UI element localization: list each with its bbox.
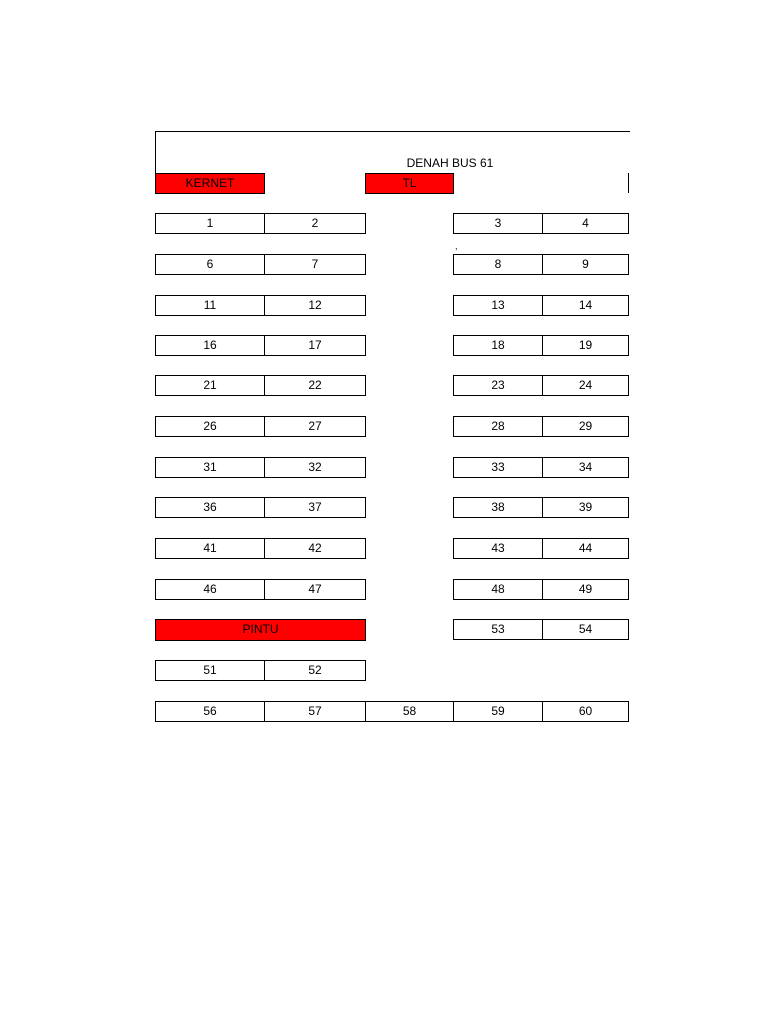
seat-cell: 16 xyxy=(155,335,265,356)
seat-cell: 23 xyxy=(453,375,543,396)
seat-cell: 58 xyxy=(365,701,454,722)
seat-cell: 49 xyxy=(542,579,629,600)
page-title: DENAH BUS 61 xyxy=(406,156,494,170)
frame-top-border xyxy=(155,131,630,132)
seat-cell: 28 xyxy=(453,416,543,437)
seat-cell: 42 xyxy=(264,538,366,559)
seat-cell: 26 xyxy=(155,416,265,437)
tl-label: TL xyxy=(365,173,454,194)
seat-cell: 11 xyxy=(155,295,265,316)
seat-cell: 17 xyxy=(264,335,366,356)
kernet-label: KERNET xyxy=(155,173,265,194)
seat-cell: 22 xyxy=(264,375,366,396)
seat-cell: 53 xyxy=(453,619,543,640)
seat-cell: 48 xyxy=(453,579,543,600)
seat-cell: 47 xyxy=(264,579,366,600)
seat-cell: 43 xyxy=(453,538,543,559)
seat-cell: 9 xyxy=(542,254,629,275)
seat-cell: 56 xyxy=(155,701,265,722)
seat-cell: 18 xyxy=(453,335,543,356)
seat-cell: 46 xyxy=(155,579,265,600)
seat-cell: 54 xyxy=(542,619,629,640)
seat-cell: 2 xyxy=(264,213,366,234)
seat-cell: 13 xyxy=(453,295,543,316)
seat-cell: 8 xyxy=(453,254,543,275)
seat-cell: 57 xyxy=(264,701,366,722)
seat-cell: 3 xyxy=(453,213,543,234)
seat-cell: 38 xyxy=(453,497,543,518)
seat-cell: 32 xyxy=(264,457,366,478)
pintu-door-label: PINTU xyxy=(155,619,366,641)
seat-cell: 60 xyxy=(542,701,629,722)
seat-cell: 41 xyxy=(155,538,265,559)
seat-cell: 21 xyxy=(155,375,265,396)
frame-right-border xyxy=(628,173,629,193)
seat-cell: 7 xyxy=(264,254,366,275)
seat-cell: 36 xyxy=(155,497,265,518)
seat-cell: 51 xyxy=(155,660,265,681)
seat-cell: 29 xyxy=(542,416,629,437)
seat-cell: 31 xyxy=(155,457,265,478)
seat-cell: 44 xyxy=(542,538,629,559)
frame-left-border xyxy=(155,131,156,174)
seat-cell: 19 xyxy=(542,335,629,356)
seat-cell: 34 xyxy=(542,457,629,478)
seat-cell: 33 xyxy=(453,457,543,478)
seat-cell: 27 xyxy=(264,416,366,437)
seat-cell: 52 xyxy=(264,660,366,681)
seat-cell: 59 xyxy=(453,701,543,722)
seat-cell: 1 xyxy=(155,213,265,234)
seat-cell: 37 xyxy=(264,497,366,518)
seat-cell: 4 xyxy=(542,213,629,234)
seat-cell: 24 xyxy=(542,375,629,396)
seat-cell: 6 xyxy=(155,254,265,275)
seat-cell: 12 xyxy=(264,295,366,316)
stray-mark: , xyxy=(455,241,458,251)
seat-cell: 14 xyxy=(542,295,629,316)
seat-cell: 39 xyxy=(542,497,629,518)
